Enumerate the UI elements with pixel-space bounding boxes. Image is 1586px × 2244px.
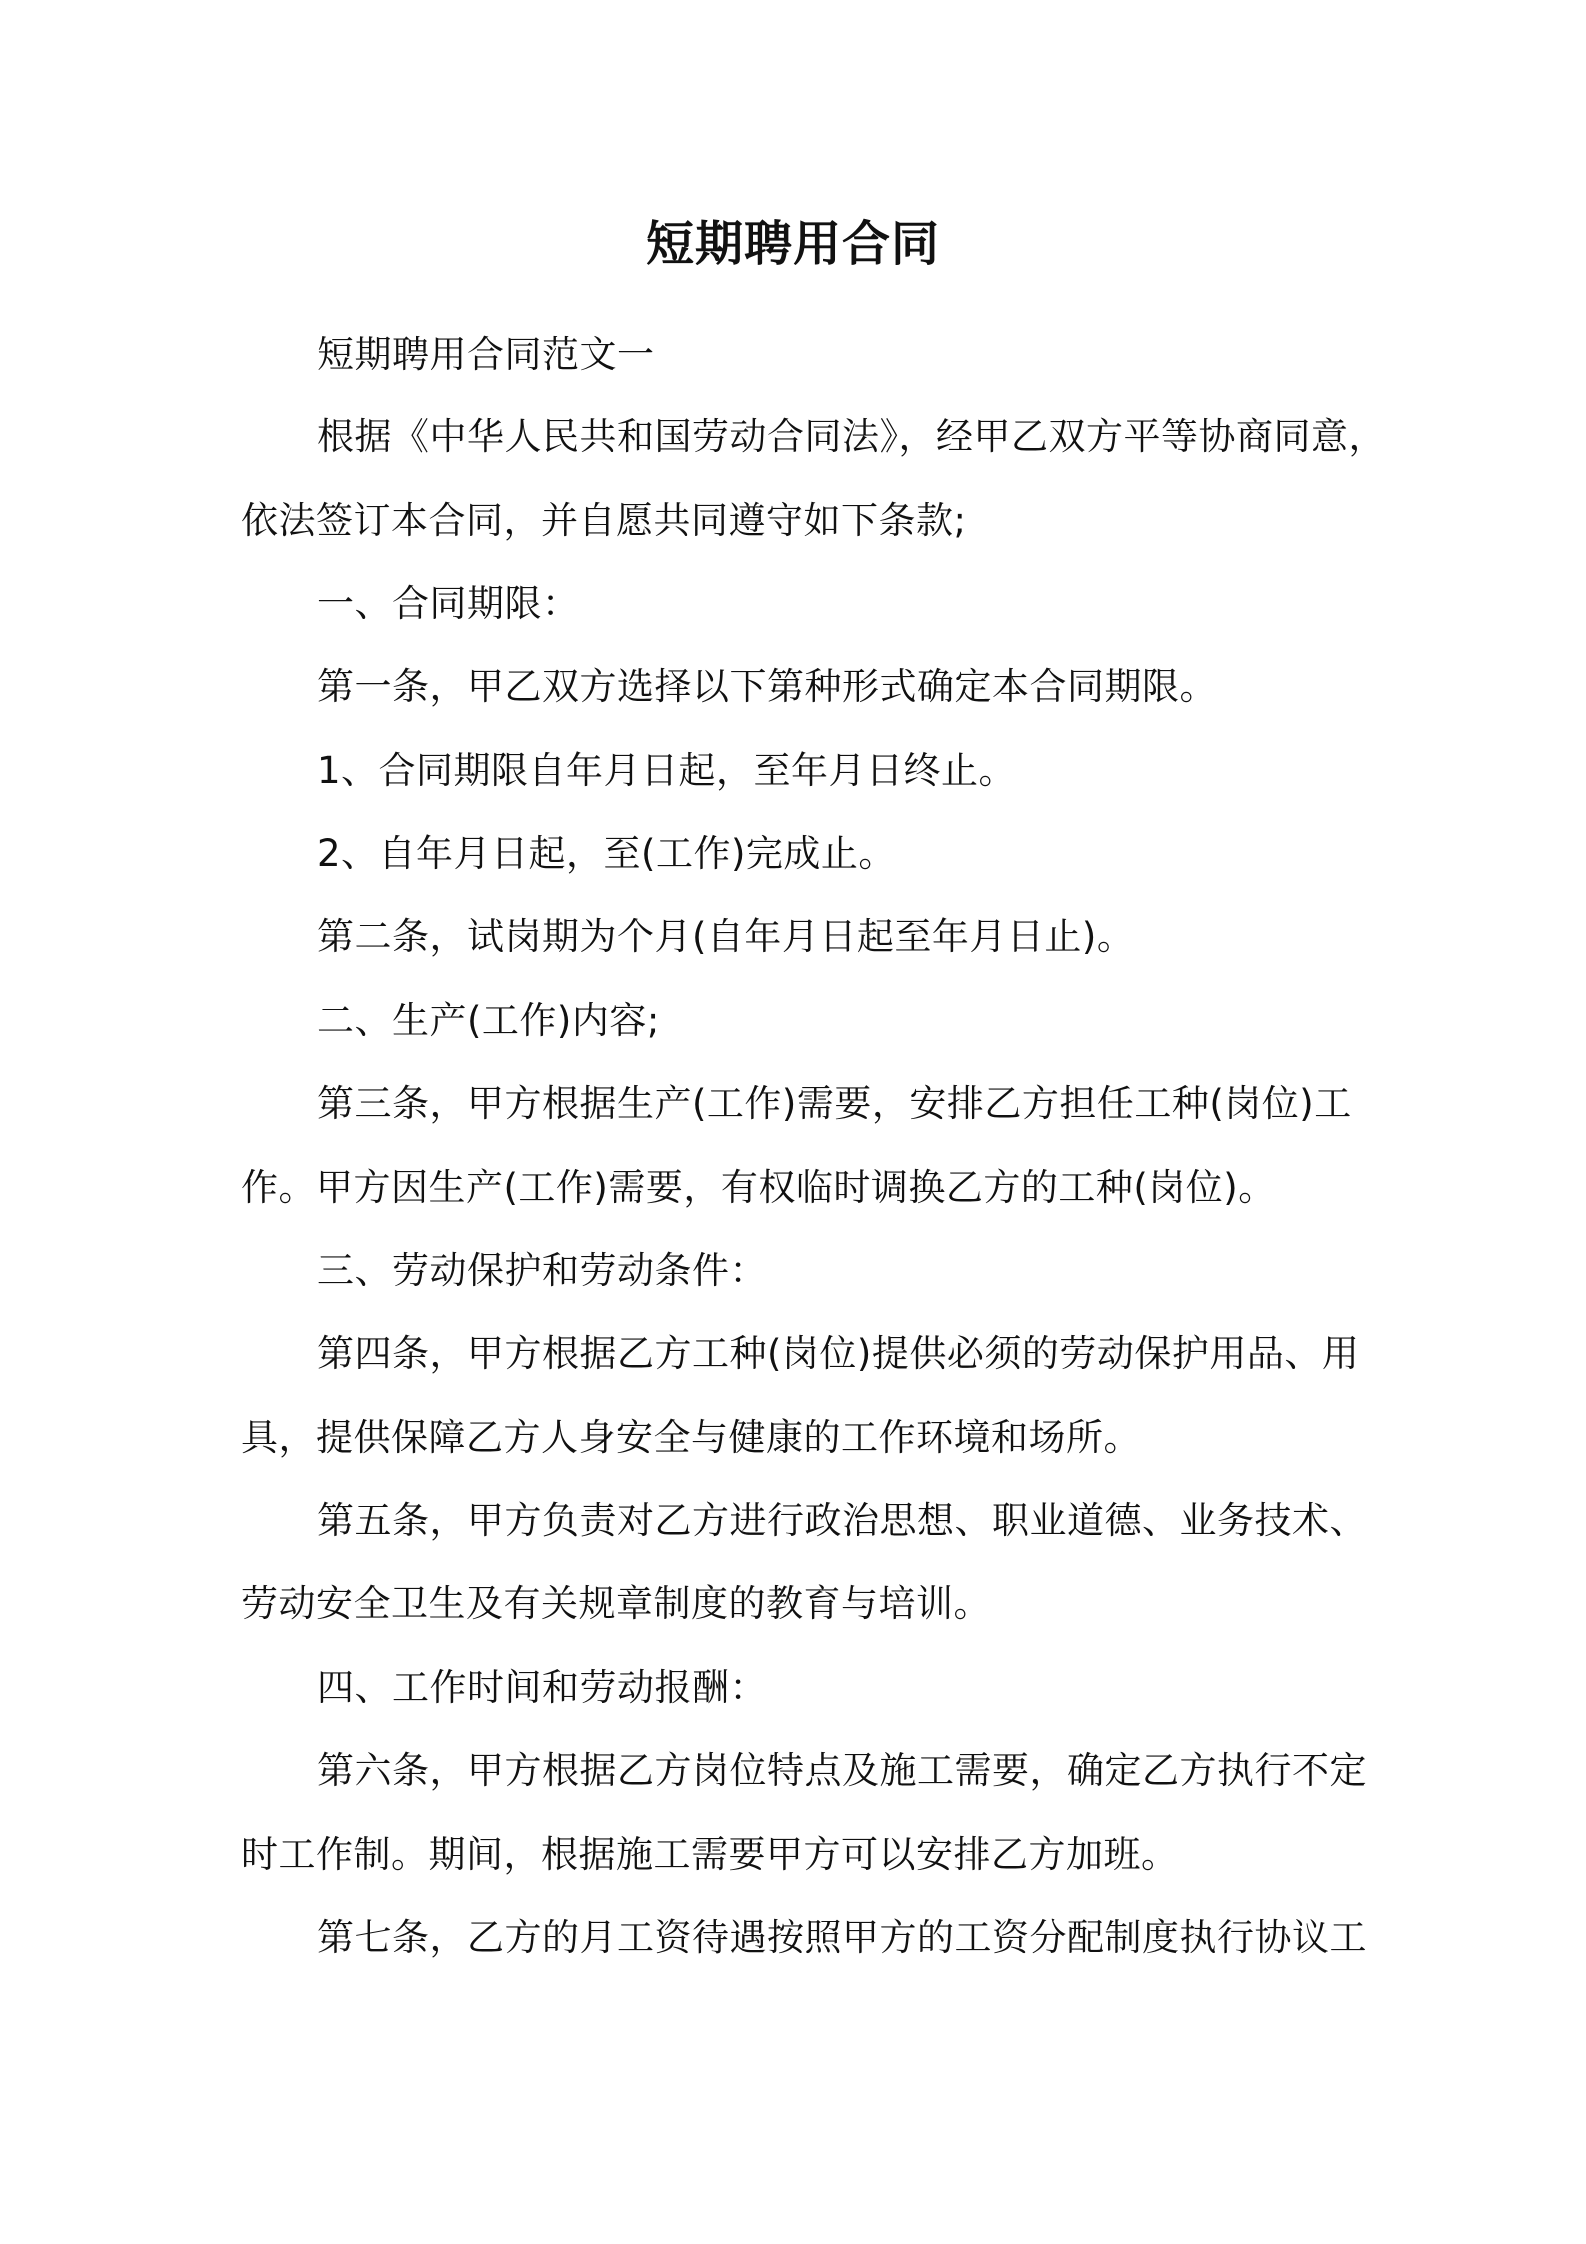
document-title: 短期聘用合同 — [645, 216, 940, 272]
paragraph-line: 依法签订本合同，并自愿共同遵守如下条款; — [241, 499, 967, 542]
paragraph-line: 作。甲方因生产(工作)需要，有权临时调换乙方的工种(岗位)。 — [241, 1166, 1276, 1209]
paragraph-line: 第七条，乙方的月工资待遇按照甲方的工资分配制度执行协议工 — [317, 1916, 1367, 1959]
paragraph-line: 第三条，甲方根据生产(工作)需要，安排乙方担任工种(岗位)工 — [317, 1082, 1352, 1125]
section-heading: 二、生产(工作)内容; — [317, 999, 660, 1042]
paragraph-line: 第四条，甲方根据乙方工种(岗位)提供必须的劳动保护用品、用 — [317, 1332, 1360, 1375]
paragraph-line: 具，提供保障乙方人身安全与健康的工作环境和场所。 — [241, 1416, 1141, 1459]
paragraph-line: 第五条，甲方负责对乙方进行政治思想、职业道德、业务技术、 — [317, 1499, 1367, 1542]
subtitle-line: 短期聘用合同范文一 — [317, 333, 655, 376]
paragraph-line: 时工作制。期间，根据施工需要甲方可以安排乙方加班。 — [241, 1833, 1179, 1876]
paragraph-line: 第六条，甲方根据乙方岗位特点及施工需要，确定乙方执行不定 — [317, 1749, 1367, 1792]
section-heading: 一、合同期限： — [317, 582, 580, 625]
section-heading: 三、劳动保护和劳动条件： — [317, 1249, 767, 1292]
paragraph-line: 2、自年月日起，至(工作)完成止。 — [317, 832, 896, 875]
paragraph-line: 第一条，甲乙双方选择以下第种形式确定本合同期限。 — [317, 665, 1217, 708]
paragraph-line: 1、合同期限自年月日起，至年月日终止。 — [317, 749, 1017, 792]
paragraph-line: 根据《中华人民共和国劳动合同法》，经甲乙双方平等协商同意， — [317, 415, 1386, 458]
section-heading: 四、工作时间和劳动报酬： — [317, 1666, 767, 1709]
paragraph-line: 第二条，试岗期为个月(自年月日起至年月日止)。 — [317, 915, 1135, 958]
paragraph-line: 劳动安全卫生及有关规章制度的教育与培训。 — [241, 1582, 991, 1625]
